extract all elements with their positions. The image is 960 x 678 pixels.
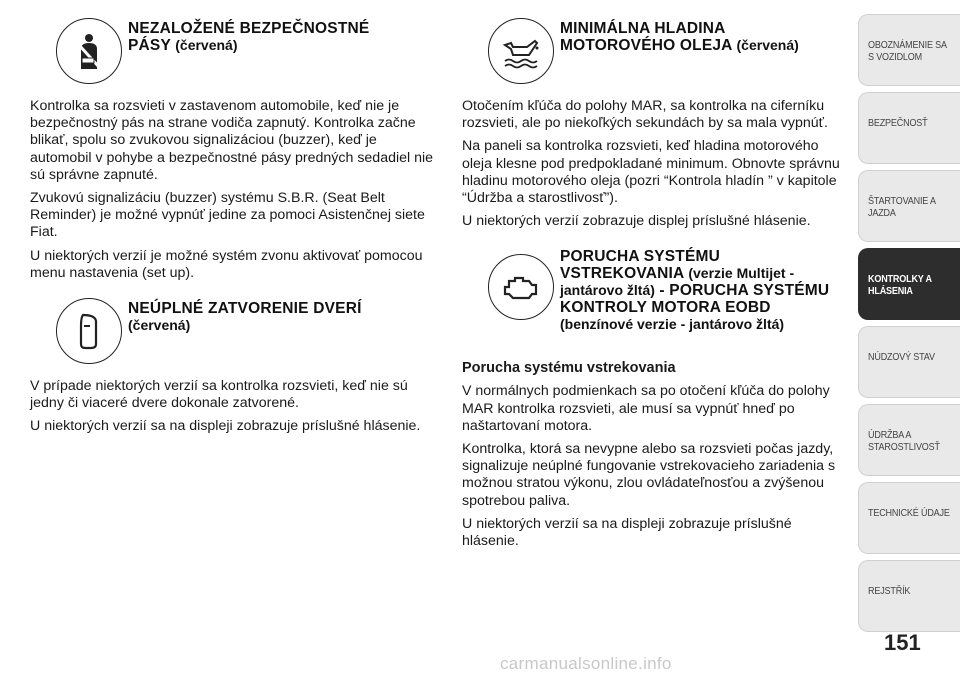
doors-paragraph: V prípade niektorých verzií sa kontrolka rozsvieti, keď nie sú jedny či viaceré dvere dokonale zatvorené. — [30, 378, 408, 412]
injection-title: PORUCHA SYSTÉMU VSTREKOVANIA (verzie Multijet - jantárovo žltá) - PORUCHA SYSTÉMU KONTROLY MOTORA EOBD (benzínové verzie - jantárovo žltá) — [560, 248, 830, 333]
watermark: carmanualsonline.info — [500, 654, 672, 673]
tab-bezpecnost[interactable]: BEZPEČNOSŤ — [858, 92, 960, 164]
oil-paragraph: U niektorých verzií zobrazuje displej príslušné hlásenie. — [462, 213, 811, 230]
doors-section-header — [30, 296, 438, 368]
tab-startovanie[interactable]: ŠTARTOVANIE A JAZDA — [858, 170, 960, 242]
seatbelt-warning-icon — [56, 18, 122, 84]
seatbelt-paragraph: Zvukovú signalizáciu (buzzer) systému S.B.R. (Seat Belt Reminder) je možné vypnúť jedine za pomoci Asistenčnej siete Fiat. — [30, 190, 425, 241]
injection-paragraph: U niektorých verzií sa na displeji zobrazuje príslušné hlásenie. — [462, 515, 792, 550]
seatbelt-section-header — [30, 16, 438, 88]
doors-title: NEÚPLNÉ ZATVORENIE DVERÍ (červená) — [128, 300, 362, 334]
tab-rejstrik[interactable]: REJSTŘÍK — [858, 560, 960, 632]
tab-oboznamenie[interactable]: OBOZNÁMENIE SA S VOZIDLOM — [858, 14, 960, 86]
oil-paragraph: Otočením kľúča do polohy MAR, sa kontrolka na ciferníku rozsvieti, ale po niekoľkých sekundách by sa mala vypnúť. — [462, 98, 828, 132]
oil-can-icon — [488, 18, 554, 84]
injection-subheading: Porucha systému vstrekovania — [462, 360, 676, 377]
chapter-tabs — [858, 14, 960, 638]
seatbelt-paragraph: Kontrolka sa rozsvieti v zastavenom automobile, keď nie je bezpečnostný pás na strane vodiča zapnutý. Kontrolka začne blikať, spolu so zvukovou signalizáciou (buzzer), keď je automobil v pohybe a bezpečnostné pásy predných sedadiel nie sú správne zapnuté. — [30, 98, 434, 183]
tab-nudzovy-stav[interactable]: NÚDZOVÝ STAV — [858, 326, 960, 398]
left-column — [30, 16, 438, 436]
injection-paragraph: V normálnych podmienkach sa po otočení kľúča do polohy MAR kontrolka rozsvieti, ale musí sa vypnúť hneď po naštartovaní motora. — [462, 383, 830, 434]
oil-title: MINIMÁLNA HLADINA MOTOROVÉHO OLEJA (červená) — [560, 20, 799, 54]
door-open-icon — [56, 298, 122, 364]
injection-paragraph: Kontrolka, ktorá sa nevypne alebo sa rozsvieti počas jazdy, signalizuje neúplné fungovanie vstrekovacieho zariadenia s možnou stratou výkonu, zlou ovládateľnosťou a zvýšenou spotrebou paliva. — [462, 441, 836, 509]
doors-paragraph: U niektorých verzií sa na displeji zobrazuje príslušné hlásenie. — [30, 418, 421, 435]
injection-section-header — [462, 244, 848, 354]
tab-udrzba[interactable]: ÚDRŽBA A STAROSTLIVOSŤ — [858, 404, 960, 476]
page-number: 151 — [884, 630, 921, 655]
engine-check-icon — [488, 254, 554, 320]
oil-paragraph: Na paneli sa kontrolka rozsvieti, keď hladina motorového oleja klesne pod predpokladané minimum. Obnovte správnu hladinu motorového oleja (pozri “Kontrola hladín ” v kapitole “Údržba a starostlivosť”). — [462, 138, 840, 207]
tab-kontrolky[interactable]: KONTROLKY A HLÁSENIA — [858, 248, 960, 320]
oil-section-header — [462, 16, 848, 88]
seatbelt-paragraph: U niektorých verzií je možné systém zvonu aktivovať pomocou menu nastavenia (set up). — [30, 247, 423, 281]
tab-technicke-udaje[interactable]: TECHNICKÉ ÚDAJE — [858, 482, 960, 554]
seatbelt-title: NEZALOŽENÉ BEZPEČNOSTNÉ PÁSY (červená) — [128, 20, 370, 54]
right-column — [462, 16, 848, 550]
